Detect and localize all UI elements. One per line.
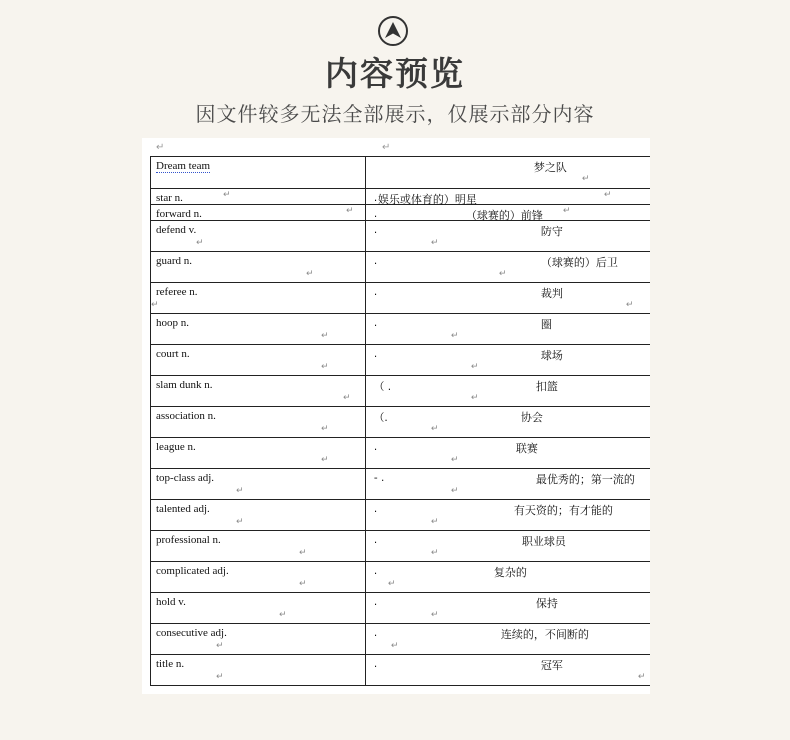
english-term-cell — [151, 562, 366, 593]
page-subtitle: 因文件较多无法全部展示，仅展示部分内容 — [195, 102, 595, 126]
english-term: referee n. — [156, 286, 198, 298]
table-row — [151, 345, 651, 376]
paragraph-mark: ↵ — [430, 424, 439, 434]
paragraph-mark: ↵ — [450, 331, 459, 341]
table-row — [151, 593, 651, 624]
paragraph-mark: ↵ — [216, 672, 224, 682]
chinese-meaning: 裁判 — [540, 287, 563, 300]
paragraph-mark: ↵ — [382, 142, 391, 153]
table-row — [151, 205, 651, 221]
meaning-prefix: . — [373, 208, 378, 220]
english-term-cell — [151, 376, 366, 407]
chinese-meaning-cell — [365, 189, 650, 205]
paragraph-mark: ↵ — [299, 548, 307, 558]
table-row — [151, 157, 651, 189]
meaning-prefix: . — [373, 658, 378, 670]
chinese-meaning: 冠军 — [540, 659, 563, 672]
table-row — [151, 221, 651, 252]
table-row — [151, 531, 651, 562]
chinese-meaning-cell — [365, 205, 650, 221]
paragraph-mark: ↵ — [321, 362, 329, 372]
table-row — [151, 438, 651, 469]
english-term-cell — [151, 189, 366, 205]
english-term: court n. — [156, 348, 190, 360]
paragraph-mark: ↵ — [562, 206, 571, 216]
chinese-meaning-cell — [365, 157, 650, 189]
table-row — [151, 655, 651, 686]
table-row — [151, 283, 651, 314]
paragraph-mark: ↵ — [450, 455, 459, 465]
chinese-meaning-cell — [365, 221, 650, 252]
up-arrow-circle-icon — [377, 15, 409, 47]
english-term: consecutive adj. — [156, 627, 227, 639]
paragraph-mark: ↵ — [637, 672, 646, 682]
chinese-meaning: 协会 — [520, 411, 543, 424]
english-term-cell — [151, 345, 366, 376]
chinese-meaning-cell — [365, 624, 650, 655]
english-term-cell — [151, 283, 366, 314]
chinese-meaning: 最优秀的；第一流的 — [535, 473, 635, 486]
paragraph-mark: ↵ — [196, 238, 204, 248]
english-term-cell — [151, 469, 366, 500]
chinese-meaning: 联赛 — [515, 442, 538, 455]
paragraph-mark: ↵ — [151, 300, 159, 310]
meaning-prefix: . — [373, 224, 378, 236]
meaning-prefix: . — [373, 192, 378, 204]
english-term: Dream team — [156, 160, 211, 172]
chinese-meaning-cell — [365, 252, 650, 283]
chinese-meaning-cell — [365, 562, 650, 593]
chinese-meaning: 防守 — [540, 225, 563, 238]
paragraph-mark: ↵ — [390, 641, 399, 651]
paragraph-mark: ↵ — [321, 424, 329, 434]
english-term: hold v. — [156, 596, 186, 608]
english-term: hoop n. — [156, 317, 189, 329]
paragraph-mark: ↵ — [430, 517, 439, 527]
chinese-meaning-cell — [365, 376, 650, 407]
paragraph-mark: ↵ — [470, 393, 479, 403]
english-term: title n. — [156, 658, 185, 670]
english-term-cell — [151, 407, 366, 438]
english-term-cell — [151, 624, 366, 655]
meaning-prefix: . — [373, 503, 378, 515]
english-term-cell — [151, 221, 366, 252]
chinese-meaning: 梦之队 — [533, 161, 567, 174]
english-term: defend v. — [156, 224, 197, 236]
table-row — [151, 189, 651, 205]
english-term: talented adj. — [156, 503, 210, 515]
english-term-cell — [151, 500, 366, 531]
vocabulary-table — [150, 156, 650, 686]
english-term: guard n. — [156, 255, 193, 267]
paragraph-mark: ↵ — [236, 517, 244, 527]
paragraph-mark: ↵ — [156, 142, 165, 153]
english-term: professional n. — [156, 534, 221, 546]
english-term: slam dunk n. — [156, 379, 213, 391]
chinese-meaning: （球赛的）前锋 — [465, 209, 543, 222]
chinese-meaning: 复杂的 — [493, 566, 527, 579]
table-row — [151, 500, 651, 531]
page-title: 内容预览 — [325, 54, 465, 93]
chinese-meaning-cell — [365, 593, 650, 624]
english-term-cell — [151, 252, 366, 283]
english-term-cell — [151, 655, 366, 686]
meaning-prefix: . — [373, 255, 378, 267]
paragraph-mark: ↵ — [306, 269, 314, 279]
chinese-meaning: 娱乐或体育的）明星 — [377, 193, 477, 206]
meaning-prefix: - . — [373, 472, 385, 484]
table-row — [151, 562, 651, 593]
english-term-cell — [151, 438, 366, 469]
paragraph-mark: ↵ — [223, 190, 231, 200]
paragraph-mark: ↵ — [581, 174, 590, 184]
english-term-cell — [151, 593, 366, 624]
chinese-meaning: 职业球员 — [521, 535, 566, 548]
chinese-meaning-cell — [365, 407, 650, 438]
chinese-meaning: 连续的，不间断的 — [500, 628, 589, 641]
paragraph-mark: ↵ — [236, 486, 244, 496]
english-term-cell — [151, 314, 366, 345]
paragraph-mark: ↵ — [470, 362, 479, 372]
paragraph-mark: ↵ — [430, 610, 439, 620]
chinese-meaning-cell — [365, 345, 650, 376]
chinese-meaning-cell — [365, 438, 650, 469]
table-row — [151, 252, 651, 283]
chinese-meaning-cell — [365, 283, 650, 314]
paragraph-mark: ↵ — [343, 393, 351, 403]
english-term-cell — [151, 205, 366, 221]
meaning-prefix: . — [373, 348, 378, 360]
chinese-meaning-cell — [365, 655, 650, 686]
table-row — [151, 314, 651, 345]
paragraph-mark: ↵ — [321, 331, 329, 341]
meaning-prefix: . — [373, 286, 378, 298]
english-term: forward n. — [156, 208, 202, 220]
meaning-prefix: . — [373, 627, 378, 639]
paragraph-mark: ↵ — [498, 269, 507, 279]
paragraph-mark: ↵ — [603, 190, 612, 200]
english-term: league n. — [156, 441, 196, 453]
chinese-meaning: 扣篮 — [535, 380, 558, 393]
english-term-cell — [151, 531, 366, 562]
paragraph-mark: ↵ — [430, 548, 439, 558]
paragraph-mark: ↵ — [321, 455, 329, 465]
english-term: association n. — [156, 410, 216, 422]
meaning-prefix: . — [373, 534, 378, 546]
table-row — [151, 407, 651, 438]
meaning-prefix: . — [373, 565, 378, 577]
table-row — [151, 624, 651, 655]
meaning-prefix: . — [373, 317, 378, 329]
table-row — [151, 376, 651, 407]
english-term: star n. — [156, 192, 183, 204]
chinese-meaning: 有天资的；有才能的 — [513, 504, 613, 517]
chinese-meaning: （球赛的）后卫 — [540, 256, 618, 269]
meaning-prefix: . — [373, 596, 378, 608]
paragraph-mark: ↵ — [625, 300, 634, 310]
english-term: complicated adj. — [156, 565, 229, 577]
paragraph-mark: ↵ — [346, 206, 354, 216]
chinese-meaning-cell — [365, 531, 650, 562]
english-term: top-class adj. — [156, 472, 215, 484]
meaning-prefix: （. — [373, 412, 388, 424]
paragraph-mark: ↵ — [279, 610, 287, 620]
chinese-meaning-cell — [365, 500, 650, 531]
paragraph-mark: ↵ — [430, 238, 439, 248]
english-term-cell — [151, 157, 366, 189]
chinese-meaning-cell — [365, 469, 650, 500]
chinese-meaning: 圈 — [540, 318, 552, 331]
document-preview — [142, 138, 650, 694]
paragraph-mark: ↵ — [387, 579, 396, 589]
chinese-meaning-cell — [365, 314, 650, 345]
table-row — [151, 469, 651, 500]
chinese-meaning: 保持 — [535, 597, 558, 610]
paragraph-mark: ↵ — [216, 641, 224, 651]
chinese-meaning: 球场 — [540, 349, 563, 362]
meaning-prefix: . — [373, 441, 378, 453]
paragraph-mark: ↵ — [450, 486, 459, 496]
paragraph-mark: ↵ — [299, 579, 307, 589]
meaning-prefix: （ . — [373, 381, 392, 393]
